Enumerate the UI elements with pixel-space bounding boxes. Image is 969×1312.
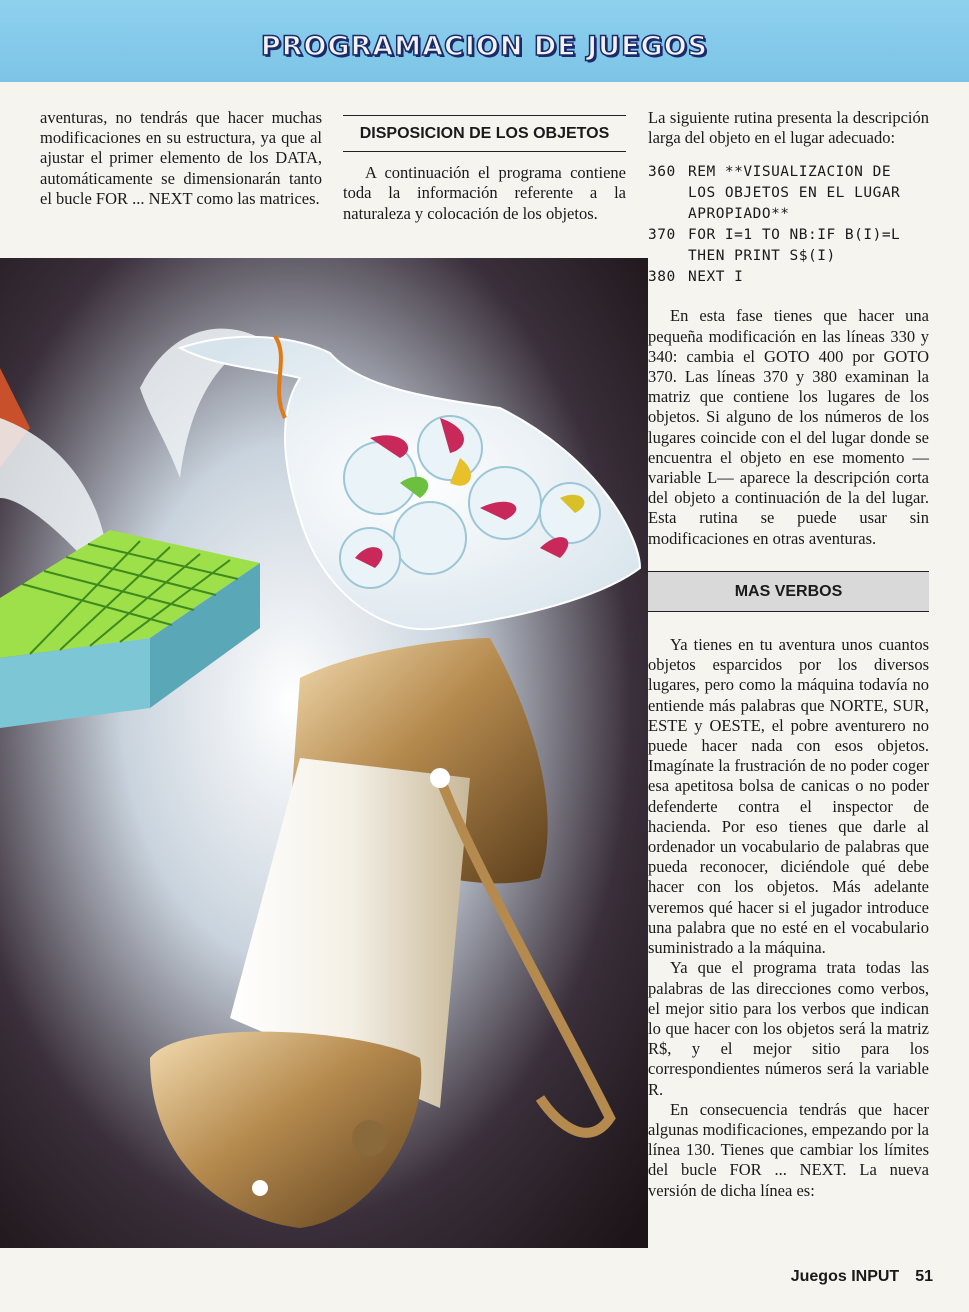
code-line-360: 360 REM **VISUALIZACION DE LOS OBJETOS EN EL LUGAR APROPIADO** [648,164,901,223]
code-line-380: 380 NEXT I [648,269,744,286]
col3-paragraph-1: En esta fase tienes que hacer una pequeña modificación en las líneas 330 y 340: cambia el GOTO 400 por GOTO 370. Las líneas 370 y 380 examinan la matriz que contiene los lugares de los objetos. Si alguno de los números de los lugares coincide con el del lugar donde se encuentra el objeto en ese momento —variable L— aparece la descripción corta del objeto a continuación de la del lugar. Esta rutina se puede usar sin modificaciones en otras aventuras. [648,306,929,548]
column-2 [343,115,626,224]
page-footer [791,1268,933,1286]
page-header-title: PROGRAMACION DE JUEGOS [260,31,709,62]
code-line-370: 370 FOR I=1 TO NB:IF B(I)=L THEN PRINT S$(I) [648,227,901,265]
section-heading-verbos: MAS VERBOS [648,571,929,612]
col3-paragraph-4: En consecuencia tendrás que hacer algunas modificaciones, empezando por la línea 130. Tienes que cambiar los límites del bucle FOR ... NEXT. La nueva versión de dicha línea es: [648,1099,929,1200]
col1-paragraph: aventuras, no tendrás que hacer muchas modificaciones en su estructura, ya que al ajustar el primer elemento de los DATA, automáticamente se dimensionarán tanto el bucle FOR ... NEXT como las matrices. [40,108,322,208]
page-number: 51 [915,1268,933,1285]
section-heading-objetos: DISPOSICION DE LOS OBJETOS [343,115,626,152]
column-3 [648,108,929,1201]
page-header-band [0,0,969,82]
magazine-name: Juegos INPUT [790,1268,900,1285]
col3-paragraph-2: Ya tienes en tu aventura unos cuantos objetos esparcidos por los diversos lugares, pero como la máquina todavía no entiende más palabras que NORTE, SUR, ESTE y OESTE, el pobre aventurero no puede hacer nada con esos objetos. Imagínate la frustración de no poder coger esa apetitosa bolsa de canicas o no poder defenderte contra el inspector de hacienda. Por eso tienes que darle al ordenador un vocabulario de palabras que pueda reconocer, diciéndole qué debe hacer con los objetos. Más adelante veremos qué hacer si el jugador introduce una palabra que no esté en el vocabulario suministrado a la máquina. [648,635,929,958]
col3-paragraph-3: Ya que el programa trata todas las palabras de las direcciones como verbos, el mejor sitio para los verbos que indican lo que hacer con los objetos será la matriz R$, y el mejor sitio para los correspondientes números será la variable R. [648,958,929,1099]
basic-code-listing [648,162,929,288]
illustration-objects [0,258,648,1248]
col2-paragraph: A continuación el programa contiene toda la información referente a la naturaleza y colocación de los objetos. [343,163,626,223]
column-1 [40,108,322,209]
col3-intro: La siguiente rutina presenta la descripción larga del objeto en el lugar adecuado: [648,108,929,148]
